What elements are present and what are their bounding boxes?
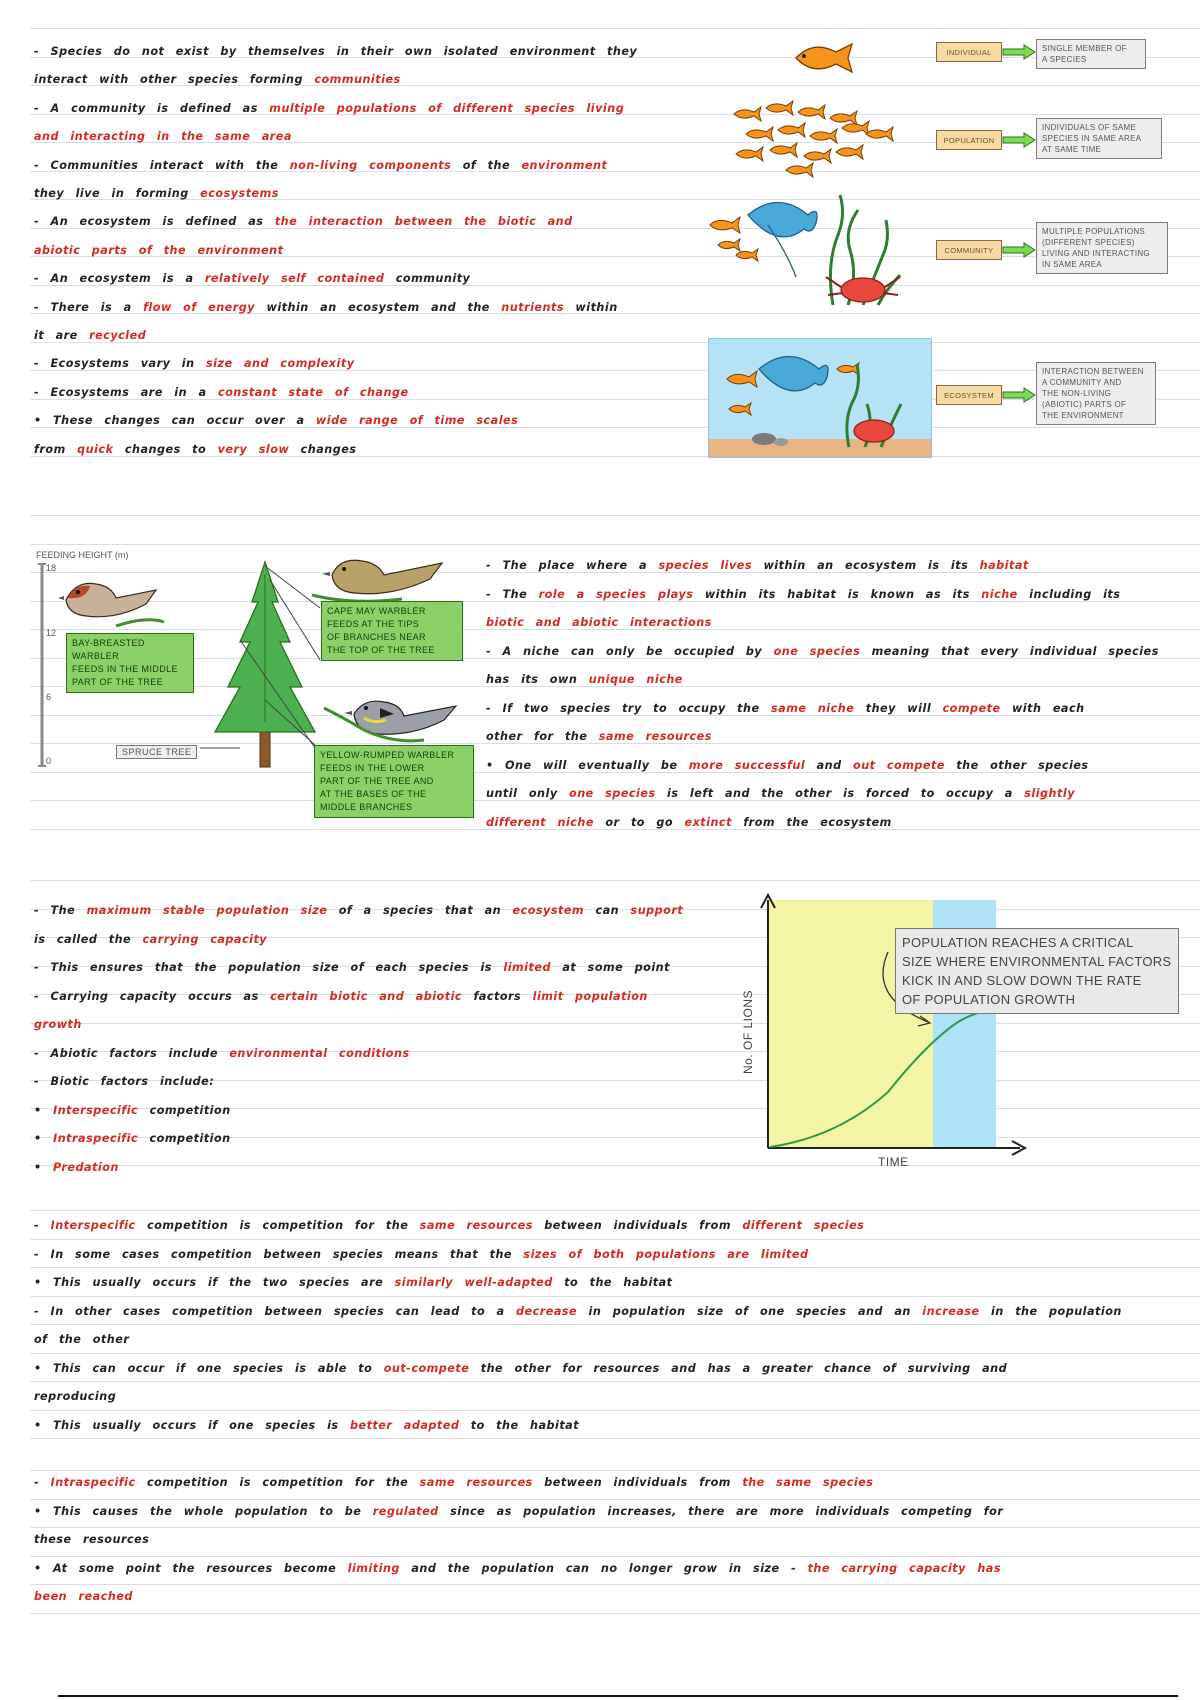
note-text: and the population can no longer grow in size - — [399, 1561, 808, 1575]
key-term: support — [630, 904, 684, 917]
note-text: - Biotic factors include: — [34, 1075, 215, 1088]
key-term: same resources — [598, 730, 712, 743]
key-term: limit population — [532, 989, 648, 1003]
note-text: - Carrying capacity occurs as — [34, 989, 271, 1003]
y-tick-12: 12 — [46, 628, 57, 638]
definition-line: (DIFFERENT SPECIES) — [1042, 238, 1135, 247]
note-text: or to go — [593, 815, 685, 829]
note-text: - There is a — [34, 300, 144, 314]
key-term: ecosystems — [200, 187, 279, 200]
key-term: regulated — [372, 1504, 439, 1518]
note-text: with each — [1000, 701, 1085, 715]
ruled-line — [30, 1165, 1200, 1166]
note-text: changes to — [113, 442, 218, 456]
note-line — [34, 1361, 1007, 1377]
key-term: same niche — [770, 701, 855, 715]
y-tick-6: 6 — [46, 692, 52, 702]
note-text: the other for resources and has a greater chance of surviving and — [469, 1361, 1008, 1375]
note-text: of the other — [34, 1333, 130, 1346]
note-text: • — [34, 1132, 54, 1145]
critical-size-callout — [895, 928, 1179, 1014]
bay-breasted-name-line-2: WARBLER — [72, 651, 119, 661]
definition-line: IN SAME AREA — [1042, 260, 1103, 269]
note-text: • One will eventually be — [486, 758, 689, 772]
key-term: environmental conditions — [229, 1046, 410, 1060]
yellow-rumped-line-4: AT THE BASES OF THE — [320, 789, 427, 799]
y-tick-0: 0 — [46, 756, 52, 766]
note-text: - The — [34, 904, 87, 917]
yellow-rumped-line-3: PART OF THE TREE AND — [320, 776, 434, 786]
note-text: • — [34, 1103, 54, 1117]
ruled-line — [30, 1267, 1200, 1268]
note-line — [34, 1504, 1003, 1520]
key-term: relatively self contained — [204, 272, 385, 286]
ruled-line — [30, 1353, 1200, 1354]
note-line — [486, 701, 1085, 717]
definition-line: THE ENVIRONMENT — [1042, 411, 1124, 420]
note-line — [34, 1389, 116, 1405]
note-text: - — [34, 1219, 51, 1232]
definition-line: MULTIPLE POPULATIONS — [1042, 227, 1146, 236]
ruled-line — [30, 1556, 1200, 1557]
note-line — [486, 758, 1089, 774]
note-text: • These changes can occur over a — [34, 414, 316, 428]
key-term: wide range of time scales — [315, 414, 519, 428]
key-term: the interaction between the biotic and — [274, 215, 573, 229]
yellow-rumped-warbler-label — [314, 745, 474, 818]
note-text: they will — [854, 701, 943, 715]
key-term: very slow — [217, 442, 290, 456]
bay-breasted-warbler-label — [66, 633, 194, 693]
key-term: habitat — [979, 559, 1029, 572]
cape-may-line-4: THE TOP OF THE TREE — [327, 645, 435, 655]
key-term: nutrients — [501, 300, 564, 314]
note-text: within — [564, 300, 618, 314]
note-text: since as population increases, there are more individuals competing for — [438, 1504, 1004, 1518]
note-text: - A niche can only be occupied by — [486, 644, 774, 658]
note-text: between individuals from — [532, 1219, 743, 1232]
definition-line: LIVING AND INTERACTING — [1042, 249, 1150, 258]
note-line — [486, 815, 892, 831]
key-term: niche — [981, 587, 1018, 601]
note-text: competition — [138, 1103, 231, 1117]
yellow-rumped-line-1: YELLOW-RUMPED WARBLER — [320, 750, 455, 760]
note-text: competition — [138, 1132, 231, 1145]
key-term: Interspecific — [50, 1219, 136, 1232]
note-text: - If two species try to occupy the — [486, 701, 771, 715]
definition-line: AT SAME TIME — [1042, 145, 1102, 154]
note-text: community — [384, 272, 471, 286]
note-text: factors — [462, 989, 533, 1003]
note-text: of a species that an — [327, 904, 513, 917]
ruled-line — [30, 1499, 1200, 1500]
note-text: within its habitat is known as its — [693, 587, 982, 601]
note-text: meaning that every individual species — [860, 644, 1159, 658]
ruled-line — [30, 1324, 1200, 1325]
note-text: - Ecosystems are in a — [34, 385, 218, 399]
ruled-line — [30, 1470, 1200, 1471]
key-term: extinct — [684, 815, 732, 829]
note-line — [34, 1074, 214, 1090]
ruled-line — [30, 1584, 1200, 1585]
key-term: constant state of change — [217, 385, 409, 399]
note-text: has its own — [486, 673, 589, 686]
key-term: different niche — [486, 815, 594, 829]
callout-line-4: OF POPULATION GROWTH — [902, 992, 1076, 1007]
key-term: abiotic parts of the environment — [34, 243, 284, 257]
note-text: • At some point the resources become — [34, 1561, 348, 1575]
note-text: - In some cases competition between species means that the — [34, 1247, 524, 1261]
key-term: multiple populations of different species living — [269, 101, 625, 115]
note-text: - This ensures that the population size of each species is — [34, 961, 504, 974]
ruled-line — [30, 1613, 1200, 1614]
note-text: in population size of one species and an — [577, 1304, 923, 1318]
note-text: competition is competition for the — [135, 1476, 420, 1489]
ruled-line — [30, 1296, 1200, 1297]
note-text: • This can occur if one species is able to — [34, 1361, 384, 1375]
key-term: same resources — [419, 1476, 533, 1489]
level-ecosystem: ECOSYSTEM — [936, 385, 1002, 405]
bay-breasted-desc-line-2: PART OF THE TREE — [72, 677, 164, 687]
key-term: been reached — [34, 1590, 133, 1603]
key-term: carrying capacity — [142, 932, 268, 946]
key-term: flow of energy — [143, 300, 256, 314]
key-term: same resources — [419, 1219, 533, 1232]
level-individual: INDIVIDUAL — [936, 42, 1002, 62]
key-term: communities — [314, 73, 401, 87]
key-term: out-compete — [383, 1361, 470, 1375]
key-term: Intraspecific — [50, 1476, 136, 1489]
note-text: within an ecosystem and the — [255, 300, 502, 314]
note-text: to the habitat — [552, 1276, 673, 1289]
cape-may-line-3: OF BRANCHES NEAR — [327, 632, 426, 642]
cape-may-warbler-label — [321, 601, 463, 661]
yellow-rumped-line-2: FEEDS IN THE LOWER — [320, 763, 425, 773]
callout-line-3: KICK IN AND SLOW DOWN THE RATE — [902, 973, 1142, 988]
level-population: POPULATION — [936, 130, 1002, 150]
callout-line-1: POPULATION REACHES A CRITICAL — [902, 935, 1134, 950]
key-term: species lives — [658, 559, 753, 572]
note-line — [486, 615, 712, 631]
key-term: sizes of both populations are limited — [523, 1247, 809, 1261]
note-text: • — [34, 1160, 54, 1174]
note-text: in the population — [979, 1304, 1122, 1318]
note-text: at some point — [550, 961, 670, 974]
note-line — [486, 587, 1120, 603]
note-text: • This usually occurs if one species is — [34, 1418, 350, 1432]
chart-y-label: No. OF LIONS — [741, 989, 756, 1075]
definition-line: INDIVIDUALS OF SAME — [1042, 123, 1137, 132]
cape-may-line-1: CAPE MAY WARBLER — [327, 606, 426, 616]
note-text: including its — [1017, 587, 1121, 601]
note-line — [34, 1418, 579, 1434]
key-term: limited — [503, 961, 551, 974]
note-text: - An ecosystem is a — [34, 272, 205, 286]
note-line — [34, 1275, 673, 1291]
definition-line: A COMMUNITY AND — [1042, 378, 1122, 387]
key-term: the carrying capacity has — [807, 1561, 1001, 1575]
note-text: these resources — [34, 1533, 150, 1546]
key-term: quick — [77, 442, 114, 456]
key-term: environment — [521, 158, 608, 172]
key-term: limiting — [347, 1561, 400, 1575]
key-term: better adapted — [350, 1418, 460, 1432]
note-text: - Communities interact with the — [34, 158, 290, 172]
key-term: Interspecific — [53, 1103, 139, 1117]
level-community: COMMUNITY — [936, 240, 1002, 260]
ruled-line — [30, 1239, 1200, 1240]
note-line — [34, 1475, 873, 1491]
definition-line: THE NON-LIVING — [1042, 389, 1112, 398]
ruled-line — [30, 1210, 1200, 1211]
key-term: increase — [922, 1304, 980, 1318]
callout-line-2: SIZE WHERE ENVIRONMENTAL FACTORS — [902, 954, 1172, 969]
note-text: from the ecosystem — [731, 815, 892, 829]
note-text: other for the — [486, 730, 599, 743]
key-term: recycled — [89, 329, 147, 342]
key-term: biotic and abiotic interactions — [486, 616, 712, 629]
definition-line: A SPECIES — [1042, 55, 1087, 64]
note-text: is left and the other is forced to occupy a — [655, 787, 1025, 800]
key-term: ecosystem — [512, 904, 585, 917]
note-line — [34, 1532, 149, 1548]
note-text: is called the — [34, 932, 143, 946]
key-term: the same species — [742, 1476, 874, 1489]
note-text: and — [805, 758, 854, 772]
key-term: size and complexity — [206, 357, 355, 371]
note-line — [486, 644, 1159, 660]
note-line — [34, 1589, 133, 1605]
note-text: to the habitat — [459, 1418, 580, 1432]
definition-line: INTERACTION BETWEEN — [1042, 367, 1144, 376]
note-text: - Species do not exist by themselves in their own isolated environment they — [34, 45, 638, 58]
note-text: - The — [486, 587, 539, 601]
key-term: maximum stable population size — [86, 904, 328, 917]
note-text: of the — [451, 158, 522, 172]
key-term: Predation — [53, 1160, 119, 1174]
population-curve — [770, 1010, 998, 1147]
note-line — [486, 729, 712, 745]
note-line — [34, 1332, 129, 1348]
ruled-line — [30, 1381, 1200, 1382]
note-text: • This causes the whole population to be — [34, 1504, 373, 1518]
note-line — [34, 1218, 864, 1234]
definition-line: (ABIOTIC) PARTS OF — [1042, 400, 1127, 409]
bay-breasted-desc-line-1: FEEDS IN THE MIDDLE — [72, 664, 178, 674]
key-term: non-living components — [289, 158, 452, 172]
note-line — [34, 989, 648, 1005]
note-line — [34, 1046, 410, 1062]
note-line — [486, 786, 1075, 802]
key-term: certain biotic and abiotic — [270, 989, 463, 1003]
note-text: from — [34, 442, 78, 456]
ruled-line — [30, 1527, 1200, 1528]
key-term: different species — [742, 1219, 865, 1232]
note-text: - In other cases competition between species can lead to a — [34, 1304, 516, 1318]
definition-line: SPECIES IN SAME AREA — [1042, 134, 1142, 143]
key-term: Intraspecific — [53, 1132, 139, 1145]
note-text: until only — [486, 787, 570, 800]
ruled-line — [30, 1410, 1200, 1411]
key-term: slightly — [1024, 787, 1075, 800]
note-line — [34, 1103, 231, 1119]
note-line — [34, 903, 683, 919]
note-line — [34, 1561, 1001, 1577]
key-term: and interacting in the same area — [34, 130, 292, 144]
bay-breasted-name-line-1: BAY-BREASTED — [72, 638, 145, 648]
key-term: role a species plays — [538, 587, 694, 601]
note-text: between individuals from — [532, 1476, 743, 1489]
note-line — [34, 932, 267, 948]
note-line — [34, 1160, 119, 1176]
spruce-tree-label: SPRUCE TREE — [116, 745, 197, 759]
key-term: unique niche — [588, 673, 683, 686]
note-line — [486, 558, 1029, 574]
note-text: - — [34, 1476, 51, 1489]
key-term: decrease — [516, 1304, 578, 1318]
key-term: one species — [773, 644, 861, 658]
key-term: similarly well-adapted — [394, 1276, 553, 1289]
note-text: - The place where a — [486, 559, 659, 572]
chart-x-label: TIME — [878, 1155, 909, 1169]
note-text: they live in forming — [34, 187, 201, 200]
note-text: the other species — [944, 758, 1089, 772]
cape-may-line-2: FEEDS AT THE TIPS — [327, 619, 420, 629]
key-term: growth — [34, 1018, 82, 1031]
note-text: it are — [34, 329, 90, 342]
note-text: changes — [289, 442, 357, 456]
ruled-line — [30, 1438, 1200, 1439]
key-term: one species — [569, 787, 656, 800]
note-text: interact with other species forming — [34, 73, 315, 87]
definition-line: SINGLE MEMBER OF — [1042, 44, 1127, 53]
note-text: - An ecosystem is defined as — [34, 215, 275, 229]
key-term: out compete — [853, 758, 945, 772]
page-bottom-rule — [58, 1695, 1178, 1697]
note-text: competition is competition for the — [135, 1219, 420, 1232]
note-line — [34, 1017, 82, 1033]
note-line — [34, 1304, 1122, 1320]
note-text: - Ecosystems vary in — [34, 357, 206, 371]
key-term: compete — [942, 701, 1001, 715]
note-text: - A community is defined as — [34, 101, 270, 115]
note-text: within an ecosystem is its — [752, 559, 980, 572]
note-line — [34, 960, 670, 976]
note-text: reproducing — [34, 1390, 117, 1403]
feeding-height-axis-title: FEEDING HEIGHT (m) — [36, 550, 129, 560]
note-line — [34, 1131, 231, 1147]
note-text: - Abiotic factors include — [34, 1046, 230, 1060]
note-line — [34, 1247, 809, 1263]
yellow-rumped-line-5: MIDDLE BRANCHES — [320, 802, 413, 812]
key-term: more successful — [688, 758, 806, 772]
note-line — [486, 672, 683, 688]
y-tick-18: 18 — [46, 563, 57, 573]
note-text: can — [584, 904, 631, 917]
note-text: • This usually occurs if the two species are — [34, 1276, 395, 1289]
